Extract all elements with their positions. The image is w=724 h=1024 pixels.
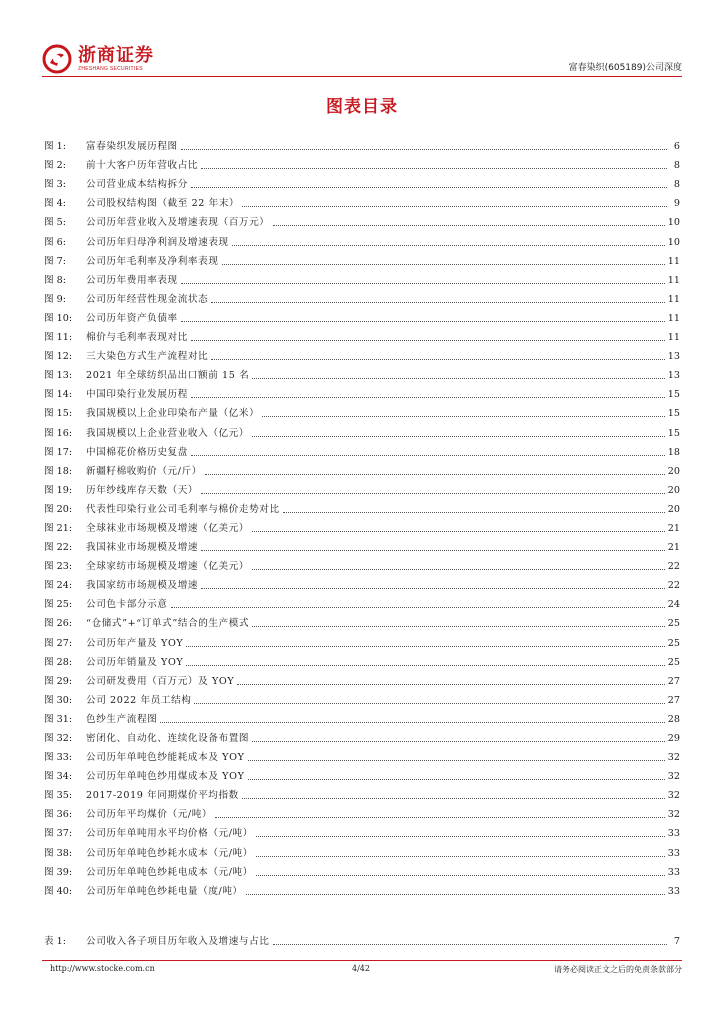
entry-number: 图 22: <box>44 542 73 554</box>
entry-title: 公司历年单吨色纱能耗成本及 YOY <box>86 752 245 764</box>
entry-page-number: 11 <box>667 274 680 286</box>
dot-leader <box>181 321 665 322</box>
entry-title: 公司历年平均煤价（元/吨） <box>86 809 213 821</box>
entry-number: 图 26: <box>44 618 73 630</box>
dot-leader <box>201 493 665 494</box>
entry-title: 棉价与毛利率表现对比 <box>86 332 188 344</box>
dot-leader <box>273 944 668 945</box>
dot-leader <box>186 665 664 666</box>
toc-figure-entry[interactable] <box>44 573 680 592</box>
dot-leader <box>252 436 665 437</box>
entry-title: 公司 2022 年员工结构 <box>86 694 192 706</box>
entry-number: 图 39: <box>44 866 73 878</box>
entry-page-number: 29 <box>667 733 680 744</box>
toc-figure-entry[interactable] <box>44 382 680 401</box>
toc-figure-entry[interactable] <box>44 592 680 611</box>
entry-number: 图 7: <box>44 255 66 267</box>
entry-number: 图 4: <box>44 198 66 210</box>
entry-title: 我国规模以上企业印染布产量（亿米） <box>86 408 260 420</box>
entry-page-number: 25 <box>667 637 680 649</box>
entry-page-number: 9 <box>673 198 680 210</box>
dot-leader <box>191 397 665 398</box>
entry-number: 图 28: <box>44 656 73 668</box>
entry-page-number: 13 <box>667 351 680 363</box>
entry-page-number: 11 <box>667 255 680 267</box>
dot-leader <box>248 779 665 780</box>
dot-leader <box>205 474 665 475</box>
toc-figure-entry[interactable] <box>44 554 680 573</box>
entry-number: 图 5: <box>44 217 66 229</box>
entry-number: 图 32: <box>44 733 73 744</box>
entry-page-number: 32 <box>667 790 680 802</box>
toc-figure-entry[interactable] <box>44 172 680 191</box>
entry-number: 图 9: <box>44 293 66 305</box>
entry-page-number: 11 <box>667 332 680 344</box>
dot-leader <box>232 245 665 246</box>
entry-title: 公司历年经营性现金流状态 <box>86 293 209 305</box>
toc-figure-entry[interactable] <box>44 860 680 879</box>
zheshang-logo-icon <box>42 44 72 74</box>
entry-number: 图 2: <box>44 160 66 172</box>
toc-figure-entry[interactable] <box>44 306 680 325</box>
entry-page-number: 20 <box>667 465 680 477</box>
entry-page-number: 7 <box>673 936 680 948</box>
entry-number: 图 21: <box>44 522 73 534</box>
entry-page-number: 33 <box>667 885 680 897</box>
entry-page-number: 21 <box>667 542 680 554</box>
toc-figure-entry[interactable] <box>44 535 680 554</box>
dot-leader <box>252 531 665 532</box>
entry-number: 图 24: <box>44 580 73 592</box>
dot-leader <box>215 817 665 818</box>
entry-page-number: 10 <box>667 217 680 229</box>
dot-leader <box>201 168 667 169</box>
brand-logo <box>42 44 154 74</box>
toc-figure-entry[interactable] <box>44 707 680 726</box>
dot-leader <box>256 875 665 876</box>
entry-title: 公司收入各子项目历年收入及增速与占比 <box>86 936 270 948</box>
toc-figure-entry[interactable] <box>44 688 680 707</box>
entry-number: 图 1: <box>44 141 66 153</box>
entry-title: 公司历年单吨色纱用煤成本及 YOY <box>86 771 245 783</box>
entry-title: 中国印染行业发展历程 <box>86 389 188 401</box>
dot-leader <box>222 264 665 265</box>
entry-title: 公司历年营业收入及增速表现（百万元） <box>86 217 270 229</box>
toc-figure-entry[interactable] <box>44 134 680 153</box>
entry-title: 公司历年单吨色纱耗水成本（元/吨） <box>86 847 253 859</box>
entry-number: 图 16: <box>44 427 73 439</box>
entry-number: 图 29: <box>44 675 73 687</box>
dot-leader <box>256 836 665 837</box>
dot-leader <box>160 722 664 723</box>
entry-page-number: 32 <box>667 809 680 821</box>
toc-figure-entry[interactable] <box>44 459 680 478</box>
toc-figure-entry[interactable] <box>44 497 680 516</box>
entry-page-number: 25 <box>667 618 680 630</box>
entry-number: 图 30: <box>44 694 73 706</box>
toc-figure-entry[interactable] <box>44 191 680 210</box>
entry-number: 图 27: <box>44 637 73 649</box>
entry-number: 图 6: <box>44 236 66 248</box>
entry-title: 公司营业成本结构拆分 <box>86 179 188 191</box>
dot-leader <box>211 302 664 303</box>
entry-number: 图 40: <box>44 885 73 897</box>
entry-title: 公司历年毛利率及净利率表现 <box>86 255 219 267</box>
entry-title: 公司历年产量及 YOY <box>86 637 184 649</box>
toc-table-entry[interactable] <box>44 929 680 948</box>
entry-title: 公司股权结构图（截至 22 年末） <box>86 198 240 210</box>
dot-leader <box>283 512 665 513</box>
table-list <box>44 929 680 948</box>
entry-number: 图 8: <box>44 274 66 286</box>
entry-page-number: 8 <box>673 179 680 191</box>
entry-number: 图 14: <box>44 389 73 401</box>
entry-number: 图 23: <box>44 561 73 573</box>
entry-page-number: 20 <box>667 484 680 496</box>
entry-title: 富春染织发展历程图 <box>86 141 178 153</box>
toc-figure-entry[interactable] <box>44 420 680 439</box>
toc-figure-entry[interactable] <box>44 478 680 497</box>
page-number: 4/42 <box>352 964 370 973</box>
entry-page-number: 32 <box>667 771 680 783</box>
entry-number: 图 36: <box>44 809 73 821</box>
entry-number: 图 3: <box>44 179 66 191</box>
toc-figure-entry[interactable] <box>44 229 680 248</box>
entry-number: 图 35: <box>44 790 73 802</box>
toc-figure-entry[interactable] <box>44 440 680 459</box>
entry-title: 公司历年销量及 YOY <box>86 656 184 668</box>
entry-page-number: 6 <box>673 141 680 153</box>
entry-title: 2017-2019 年同期煤价平均指数 <box>86 790 239 802</box>
entry-title: 色纱生产流程图 <box>86 713 158 725</box>
entry-title: 2021 年全球纺织品出口额前 15 名 <box>86 370 250 382</box>
footer-divider <box>42 960 682 961</box>
entry-page-number: 28 <box>667 713 680 725</box>
toc-figure-entry[interactable] <box>44 287 680 306</box>
dot-leader <box>194 703 664 704</box>
dot-leader <box>201 550 665 551</box>
entry-title: 公司历年归母净利润及增速表现 <box>86 236 229 248</box>
toc-figure-entry[interactable] <box>44 630 680 649</box>
dot-leader <box>262 416 664 417</box>
toc-figure-entry[interactable] <box>44 153 680 172</box>
entry-title: 密闭化、自动化、连续化设备布置图 <box>86 733 250 744</box>
entry-number: 图 34: <box>44 771 73 783</box>
toc-figure-entry[interactable] <box>44 363 680 382</box>
entry-number: 表 1: <box>44 936 66 948</box>
entry-title: 我国家纺市场规模及增速 <box>86 580 199 592</box>
header-divider <box>42 76 682 77</box>
entry-title: 中国棉花价格历史复盘 <box>86 446 188 458</box>
entry-page-number: 15 <box>667 389 680 401</box>
toc-figure-entry[interactable] <box>44 650 680 669</box>
dot-leader <box>273 225 665 226</box>
entry-title: 历年纱线库存天数（天） <box>86 484 199 496</box>
dot-leader <box>237 684 664 685</box>
entry-number: 图 20: <box>44 503 73 515</box>
entry-number: 图 38: <box>44 847 73 859</box>
dot-leader <box>252 569 665 570</box>
entry-page-number: 27 <box>667 694 680 706</box>
toc-figure-entry[interactable] <box>44 783 680 802</box>
dot-leader <box>181 149 667 150</box>
dot-leader <box>211 359 664 360</box>
entry-title: 公司历年单吨色纱耗电成本（元/吨） <box>86 866 253 878</box>
entry-title: 前十大客户历年营收占比 <box>86 160 199 172</box>
dot-leader <box>256 856 665 857</box>
toc-figure-entry[interactable] <box>44 745 680 764</box>
entry-title: 公司历年单吨色纱耗电量（度/吨） <box>86 885 243 897</box>
entry-number: 图 33: <box>44 752 73 764</box>
toc-figure-entry[interactable] <box>44 669 680 688</box>
toc-figure-entry[interactable] <box>44 879 680 898</box>
brand-name-en: ZHESHANG SECURITIES <box>78 65 143 72</box>
entry-page-number: 11 <box>667 312 680 324</box>
entry-title: 全球袜业市场规模及增速（亿美元） <box>86 522 250 534</box>
dot-leader <box>252 378 664 379</box>
dot-leader <box>246 894 665 895</box>
entry-page-number: 20 <box>667 503 680 515</box>
entry-number: 图 25: <box>44 599 73 611</box>
entry-page-number: 8 <box>673 160 680 172</box>
entry-number: 图 13: <box>44 370 73 382</box>
entry-page-number: 24 <box>667 599 680 611</box>
toc-figure-entry[interactable] <box>44 210 680 229</box>
entry-number: 图 37: <box>44 828 73 840</box>
dot-leader <box>191 340 665 341</box>
entry-page-number: 21 <box>667 522 680 534</box>
entry-number: 图 17: <box>44 446 73 458</box>
entry-page-number: 22 <box>667 580 680 592</box>
figure-list <box>44 134 680 898</box>
toc-figure-entry[interactable] <box>44 821 680 840</box>
brand-name-cn: 浙商证券 <box>78 44 154 66</box>
entry-title: 公司历年单吨用水平均价格（元/吨） <box>86 828 253 840</box>
dot-leader <box>181 283 665 284</box>
toc-figure-entry[interactable] <box>44 726 680 745</box>
entry-number: 图 15: <box>44 408 73 420</box>
entry-number: 图 31: <box>44 713 73 725</box>
entry-title: 代表性印染行业公司毛利率与棉价走势对比 <box>86 503 280 515</box>
page-header <box>0 0 724 80</box>
toc-figure-entry[interactable] <box>44 401 680 420</box>
entry-title: “仓储式”+“订单式”结合的生产模式 <box>86 618 250 630</box>
entry-page-number: 33 <box>667 847 680 859</box>
entry-number: 图 11: <box>44 332 73 344</box>
entry-number: 图 18: <box>44 465 73 477</box>
dot-leader <box>191 187 667 188</box>
toc-figure-entry[interactable] <box>44 840 680 859</box>
report-label: 富春染织(605189)公司深度 <box>568 63 682 73</box>
entry-page-number: 15 <box>667 408 680 420</box>
dot-leader <box>248 760 665 761</box>
disclaimer-note: 请务必阅读正文之后的免责条款部分 <box>554 965 682 974</box>
page-title: 图表目录 <box>326 97 398 117</box>
entry-page-number: 10 <box>667 236 680 248</box>
dot-leader <box>201 588 665 589</box>
dot-leader <box>191 455 665 456</box>
toc-figure-entry[interactable] <box>44 268 680 287</box>
toc-figure-entry[interactable] <box>44 802 680 821</box>
entry-page-number: 22 <box>667 561 680 573</box>
entry-number: 图 10: <box>44 312 73 324</box>
entry-title: 全球家纺市场规模及增速（亿美元） <box>86 561 250 573</box>
toc-figure-entry[interactable] <box>44 764 680 783</box>
entry-page-number: 27 <box>667 675 680 687</box>
entry-title: 我国袜业市场规模及增速 <box>86 542 199 554</box>
entry-title: 公司历年费用率表现 <box>86 274 178 286</box>
entry-title: 新疆籽棉收购价（元/斤） <box>86 465 202 477</box>
entry-page-number: 13 <box>667 370 680 382</box>
entry-number: 图 12: <box>44 351 73 363</box>
entry-title: 公司研发费用（百万元）及 YOY <box>86 675 235 687</box>
entry-page-number: 11 <box>667 293 680 305</box>
dot-leader <box>252 626 665 627</box>
entry-page-number: 18 <box>667 446 680 458</box>
toc-figure-entry[interactable] <box>44 611 680 630</box>
toc-figure-entry[interactable] <box>44 516 680 535</box>
toc-figure-entry[interactable] <box>44 325 680 344</box>
entry-page-number: 25 <box>667 656 680 668</box>
entry-title: 我国规模以上企业营业收入（亿元） <box>86 427 250 439</box>
entry-title: 三大染色方式生产流程对比 <box>86 351 209 363</box>
entry-page-number: 33 <box>667 866 680 878</box>
footer-url-link[interactable]: http://www.stocke.com.cn <box>50 964 155 973</box>
dot-leader <box>252 741 665 742</box>
dot-leader <box>171 607 665 608</box>
entry-title: 公司色卡部分示意 <box>86 599 168 611</box>
entry-number: 图 19: <box>44 484 73 496</box>
toc-figure-entry[interactable] <box>44 344 680 363</box>
dot-leader <box>186 646 664 647</box>
dot-leader <box>242 798 665 799</box>
dot-leader <box>242 206 667 207</box>
entry-page-number: 15 <box>667 427 680 439</box>
entry-title: 公司历年资产负债率 <box>86 312 178 324</box>
entry-page-number: 33 <box>667 828 680 840</box>
entry-page-number: 32 <box>667 752 680 764</box>
toc-figure-entry[interactable] <box>44 249 680 268</box>
